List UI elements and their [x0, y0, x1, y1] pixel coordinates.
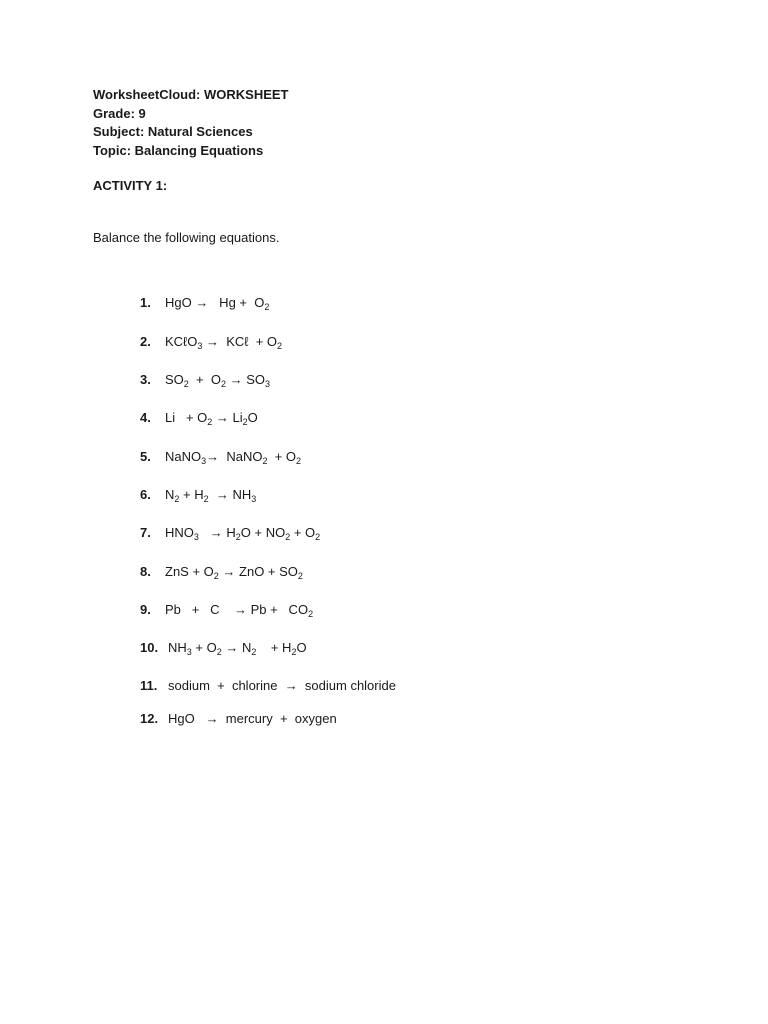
equation-item	[140, 372, 270, 387]
equation-number: 6.	[140, 487, 151, 502]
equation-text: $SO_2 + O_2 \to SO_3$	[165, 372, 271, 389]
equation-item	[140, 640, 307, 655]
activity-title: ACTIVITY 1:	[93, 178, 168, 193]
header-title: WorksheetCloud: WORKSHEET	[93, 87, 289, 102]
equation-item	[140, 410, 258, 425]
equation-number: 3.	[140, 372, 151, 387]
equation-item	[140, 678, 396, 693]
equation-number: 4.	[140, 410, 151, 425]
equation-text: $Li + O_2 \to Li_2O$	[165, 410, 258, 427]
equation-number: 7.	[140, 525, 151, 540]
equation-number: 2.	[140, 334, 151, 349]
equation-item	[140, 602, 313, 617]
instruction-text: Balance the following equations.	[93, 230, 280, 245]
equation-item	[140, 334, 282, 349]
equation-text: ZnS + $O_2$ → ZnO + $SO_2$	[165, 564, 303, 581]
equation-text: sodium + chlorine → sodium chloride	[168, 678, 396, 693]
equation-number: 8.	[140, 564, 151, 579]
equation-item	[140, 449, 301, 464]
header-grade: Grade: 9	[93, 105, 146, 121]
equation-number: 11.	[140, 678, 158, 693]
equation-text: KCℓO$_3$ → KCℓ + $O_2$	[165, 334, 283, 351]
equation-number: 10.	[140, 640, 159, 655]
equation-text: $NH_3 + O_2 \to N_2$ + $H_2O$	[168, 640, 307, 657]
equation-text: HgO → mercury + oxygen	[168, 711, 337, 726]
equation-item	[140, 487, 256, 502]
equation-item	[140, 525, 320, 540]
equation-text: $HNO_3 \to H_2O + NO_2 + O_2$	[165, 525, 321, 542]
equation-number: 5.	[140, 449, 151, 464]
equation-item	[140, 295, 269, 310]
header-subject: Subject: Natural Sciences	[93, 124, 253, 139]
equation-text: NaNO$_3$→ NaNO$_2$ + $O_2$	[165, 449, 302, 466]
equation-number: 9.	[140, 602, 151, 617]
equation-text: HgO → $Hg + O_2$	[165, 295, 270, 312]
equation-item	[140, 564, 303, 579]
equation-item	[140, 711, 337, 726]
header-topic: Topic: Balancing Equations	[93, 142, 264, 158]
equation-text: $N_2 + H_2 \to NH_3$	[165, 487, 257, 504]
equation-number: 12.	[140, 711, 159, 726]
equation-text: Pb + C → $Pb + CO_2$	[165, 602, 314, 619]
equation-number: 1.	[140, 295, 151, 310]
worksheet-header	[93, 86, 289, 160]
